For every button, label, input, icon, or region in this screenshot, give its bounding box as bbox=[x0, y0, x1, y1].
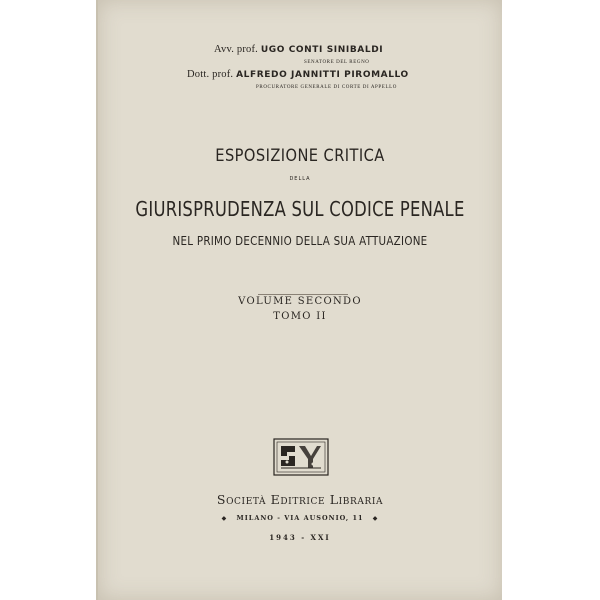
publisher-address: MILANO - VIA AUSONIO, 11 bbox=[236, 514, 364, 522]
publisher-emblem-icon bbox=[273, 438, 329, 476]
tome-label: TOMO II bbox=[273, 311, 327, 322]
author-2-name: ALFREDO JANNITTI PIROMALLO bbox=[236, 70, 409, 80]
title-connector: DELLA bbox=[289, 176, 311, 182]
author-1-name: UGO CONTI SINIBALDI bbox=[260, 45, 384, 55]
ornament-left-icon: ◆ bbox=[221, 515, 228, 522]
ornament-right-icon: ◆ bbox=[372, 515, 379, 522]
publication-year: 1943 - XXI bbox=[269, 533, 331, 542]
author-2-role: PROCURATORE GENERALE DI CORTE DI APPELLO bbox=[256, 85, 397, 90]
author-2-prefix: Dott. prof. bbox=[187, 69, 234, 80]
title-subtitle: NEL PRIMO DECENNIO DELLA SUA ATTUAZIONE bbox=[172, 234, 428, 248]
author-1-role: SENATORE DEL REGNO bbox=[304, 60, 370, 65]
author-2 bbox=[187, 69, 409, 80]
volume-label: VOLUME SECONDO bbox=[238, 296, 362, 307]
divider-rule bbox=[258, 294, 348, 295]
title-line-1: ESPOSIZIONE CRITICA bbox=[215, 146, 385, 166]
publisher-name: Società Editrice Libraria bbox=[216, 492, 384, 507]
author-1 bbox=[214, 44, 383, 55]
title-page bbox=[98, 0, 502, 600]
author-1-prefix: Avv. prof. bbox=[214, 44, 258, 55]
publisher-address-row bbox=[98, 514, 502, 522]
title-line-2: GIURISPRUDENZA SUL CODICE PENALE bbox=[135, 197, 465, 221]
